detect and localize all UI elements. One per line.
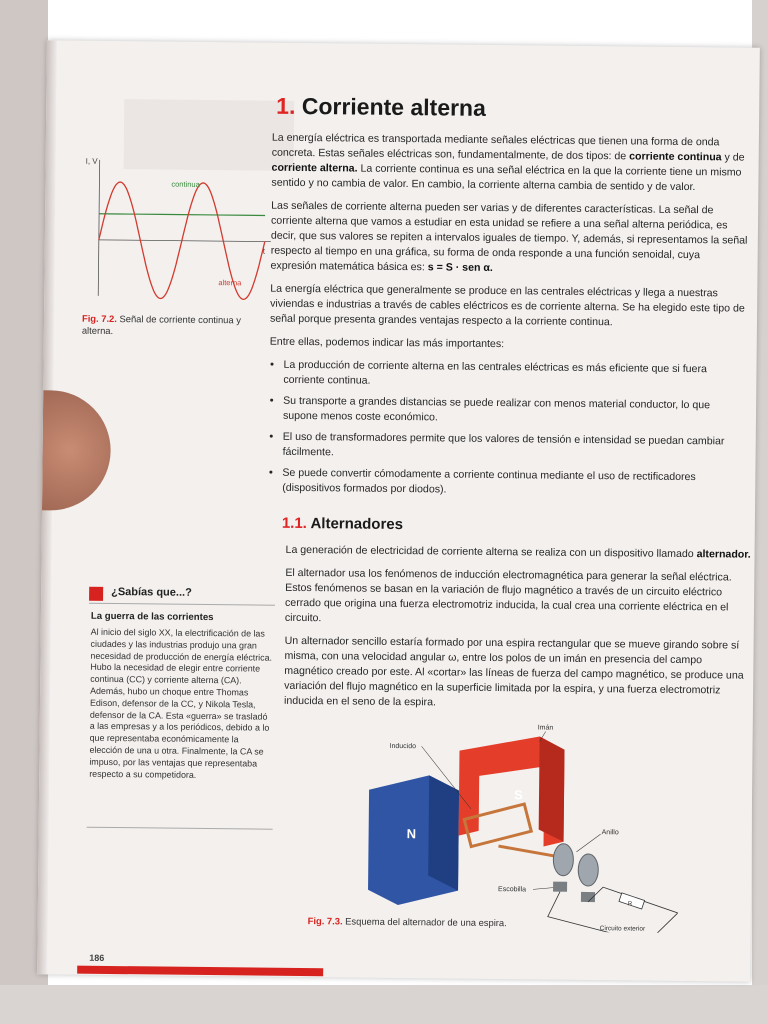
ring-1 [553,844,573,876]
background-bottom [0,985,768,1024]
alternadores-paragraph-3: Un alternador sencillo estaría formado por una espira rectangular que se mueve girando sobre sí misma, con una velocidad angular ω, entre los polos de un imán en presencia del campo magnético creado por este. Al «cortar» las líneas de fuerza del campo magnético, se produce una variación del flujo magnético en la superficie limitada por la espira, y una fuerza electromotriz inducida en el seno de la espira. [283,634,744,709]
section-title: Corriente alterna [301,92,487,121]
fig-7-3-caption: Fig. 7.3. Esquema del alternador de una espira. [307,915,507,929]
sidebar-marker [89,587,103,601]
advantages-list [268,358,747,501]
anillo-pointer [576,834,600,852]
anillo-label: Anillo [601,829,619,837]
signal-chart [84,156,276,303]
intro-paragraph-1: La energía eléctrica es transportada mediante señales eléctricas que tienen una forma de onda concreta. Estas señales eléctricas son, fundamentalmente, de dos tipos: de corriente continua y de corriente alterna. La corriente continua es una señal eléctrica en la que la corriente tiene un mismo sentido y no cambia de valor. En cambio, la corriente alterna cambia de sentido y de valor. [271,131,745,194]
escobilla-label: Escobilla [498,886,527,894]
sidebar-body: Al inicio del siglo XX, la electrificación de las ciudades y las industrias produjo una gran necesidad de producción de energía eléctrica. Hubo la necesidad de elegir entre corriente continua (CC) y corriente alterna (CA). Además, hubo un choque entre Thomas Edison, defensor de la CC, y Nikola Tesla, defensor de la CA. Esta «guerra» se trasladó a las empresas y a los periódicos, debido a lo que representaba económicamente la elección de una u otra. Finalmente, la CA se impuso, por las ventajas que representaba respecto a su competidora. [89,626,273,780]
series-alterna-label: alterna [218,278,242,288]
circuito-label: Circuito exterior [599,925,646,933]
book-page [37,40,760,981]
page-number: 186 [89,952,105,963]
sidebar-title: ¿Sabías que...? [111,585,192,599]
alternadores-paragraph-1: La generación de electricidad de corriente alterna se realiza con un dispositivo llamado alternador. [285,543,751,561]
x-axis-label: t [262,246,265,256]
series-continua-line [99,214,265,216]
subsection-number: 1.1. [281,514,307,533]
brush-1 [553,882,567,892]
series-continua-label: continua [171,179,200,189]
escobilla-pointer [533,887,553,889]
north-label: N [406,826,417,842]
section-heading [276,93,486,122]
intro-paragraph-3: La energía eléctrica que generalmente se produce en las centrales eléctricas y llega a nuestras viviendas e industrias a través de cables eléctricos es de corriente alterna. Se ha elegido este tipo de señal porque presenta grandes ventajas respecto a la corriente continua. [269,282,745,329]
coil-lead [498,846,558,857]
y-axis [98,160,99,296]
intro-paragraph-2: Las señales de corriente alterna pueden ser varias y de diferentes características. La señal de corriente alterna que vamos a estudiar en esta unidad se refiere a una señal alterna periódica, es decir, que sus valores se repiten a intervalos iguales de tiempo. Y, además, si representamos la señal respecto al tiempo en una gráfica, su forma de onda responde a una función senoidal, cuya expresión matemática básica es: s = S · sen α. [270,199,748,274]
alternadores-text [284,543,752,722]
alternator-illustration [348,720,680,933]
alternadores-paragraph-2: El alternador usa los fenómenos de inducción electromagnética para generar la señal eléctrica. Estos fenómenos se basan en la variación de flujo magnético a través de un circuito eléctrico cerrado que origina una fuerza electromotriz inducida, la cual crea una corriente eléctrica en el circuito. [284,566,732,625]
thumb [42,390,111,511]
list-item: • El uso de transformadores permite que los valores de tensión e intensidad se puedan cambiar fácilmente. [283,430,747,465]
y-axis-label: I, V [85,156,98,166]
x-axis [99,240,271,242]
ring-2 [578,854,598,886]
inducido-label: Inducido [389,742,417,751]
footer-red-bar [77,966,323,977]
list-item: • Se puede convertir cómodamente a corriente continua mediante el uso de rectificadores (dispositivos formados por diodos). [282,466,746,501]
list-item: • Su transporte a grandes distancias se puede realizar con menos material conductor, lo que supone menos coste económico. [283,394,747,429]
sidebar-divider [89,603,275,606]
north-pole-side [428,775,459,890]
section-number: 1. [276,92,296,119]
intro-paragraph-4: Entre ellas, podemos indicar las más importantes: [269,335,505,351]
list-item: • La producción de corriente alterna en las centrales eléctricas es más eficiente que si fuera corriente continua. [283,358,747,393]
iman-label: Imán [537,724,554,732]
sidebar-divider-bottom [87,827,273,830]
formula: s = S · sen α. [427,261,493,274]
subsection-heading [282,515,403,533]
fig-7-2-caption: Fig. 7.2. Señal de corriente continua y alterna. [81,312,242,337]
south-pole-side [539,736,565,841]
south-label: S [513,787,523,803]
sidebar-subtitle: La guerra de las corrientes [90,610,214,624]
resistor-label: R [627,901,633,908]
main-text [268,131,750,507]
subsection-title: Alternadores [310,515,404,534]
